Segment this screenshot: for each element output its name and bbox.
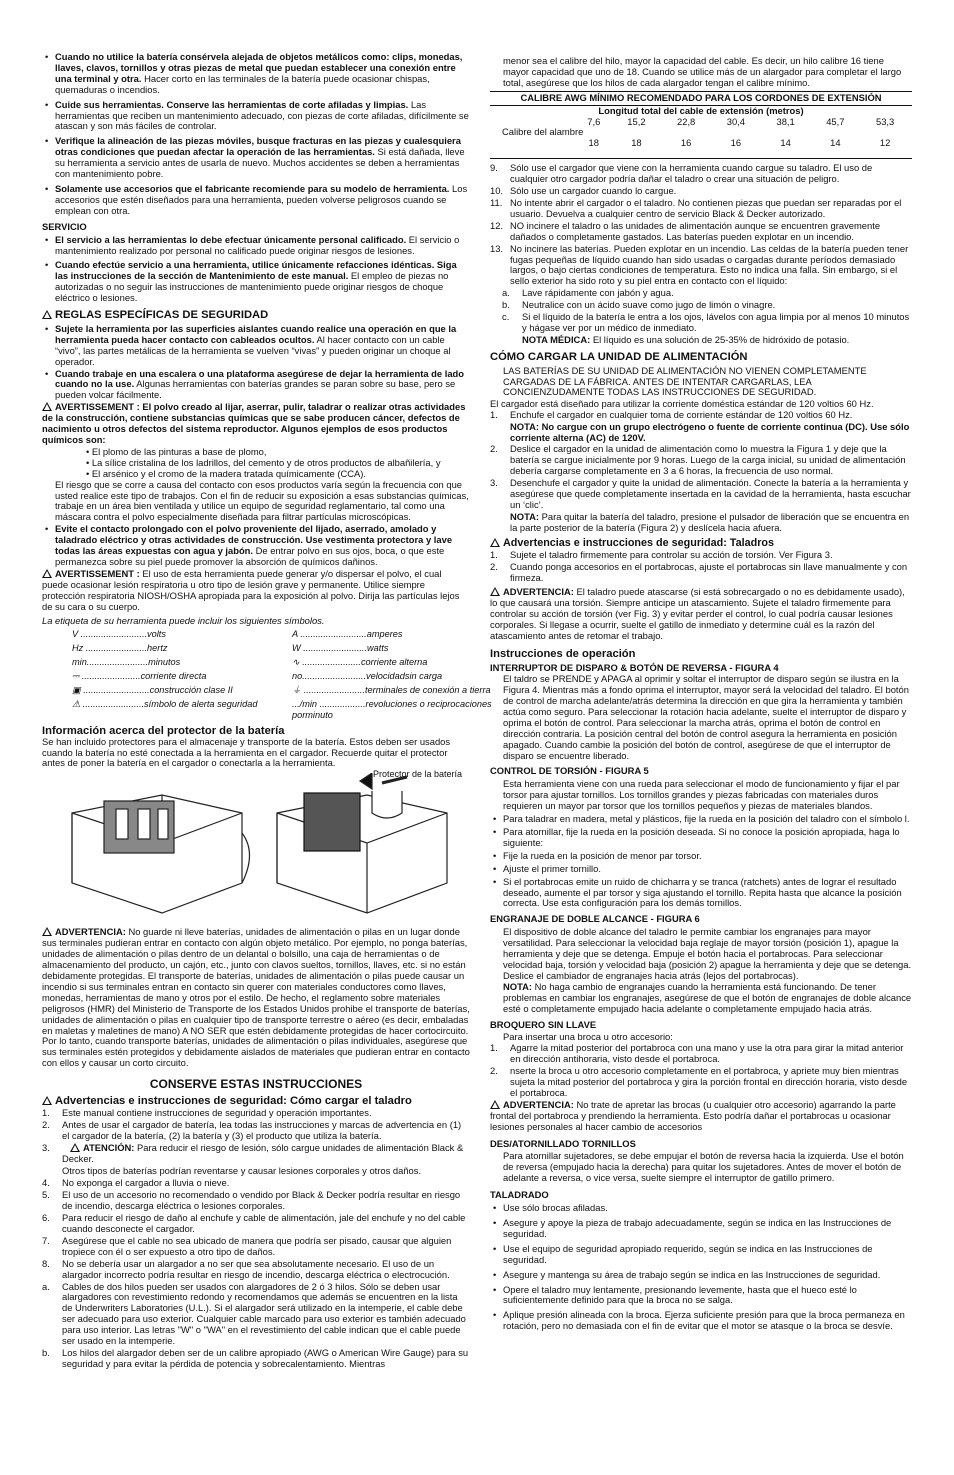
list-item: a. Lave rápidamente con jabón y agua.: [502, 287, 674, 299]
paragraph: Otros tipos de baterías podrían reventarse y causar lesiones corporales y otros daños.: [62, 1164, 422, 1176]
warning-paragraph: ADVERTENCIA: El taladro puede atascarse (si está sobrecargado o no es debidamente usado), lo que causará una torsión. Siempre anticipe un atascamiento. Sujete el taladro firmemente para controlar su acción de torsión (ver Fig. 3) y evitar perder el control, lo cual podría causar lesiones corporales. Si llegase a ocurrir, suelte el gatillo de inmediato y determine cuál es la razón del atascamiento antes de retomar el trabajo.: [490, 585, 905, 641]
table-subtitle: Longitud total del cable de extensión (metros): [490, 105, 912, 117]
warning-icon: [42, 310, 52, 319]
paragraph: menor sea el calibre del hilo, mayor la capacidad del cable. Es decir, un hilo calibre 16 tiene mayor capacidad que uno de 18. Cuando se utilice más de un alargador para completar el largo total, asegúrese que los hilos de cada alargador tengan el calibre mínimo.: [503, 55, 902, 88]
section-heading-cargar: Advertencias e instrucciones de seguridad: Cómo cargar el taladro: [42, 1096, 470, 1107]
list-item: • Use el equipo de seguridad apropiado requerido, según se indica en las Instrucciones de seguridad.: [490, 1244, 912, 1266]
list-item: 12. NO incinere el taladro o las unidades de alimentación aunque se encuentren gravemente dañados o completamente gastados. Las baterías pueden explotar en un incendio.: [490, 219, 881, 242]
list-item: 10. Sólo use un cargador cuando lo cargue.: [490, 185, 677, 197]
note: NOTA: No cargue con un grupo electrógeno o fuente de corriente continua (DC). Use sólo corriente alterna (AC) de 120V.: [510, 421, 910, 444]
conserve-heading: CONSERVE ESTAS INSTRUCCIONES: [149, 1077, 363, 1092]
section-heading-reglas: REGLAS ESPECÍFICAS DE SEGURIDAD: [42, 310, 470, 321]
battery-illustration: [42, 773, 470, 921]
section-heading-servicio: SERVICIO: [42, 220, 87, 232]
warning-icon: [490, 538, 500, 547]
warning-paragraph: ADVERTENCIA: No guarde ni lleve baterías, unidades de alimentación o pilas en un lugar donde sus terminales pudieran entrar en contacto con algún objeto metálico. Por ejemplo, no ponga baterías, unidades de alimentación o pilas dentro de un delantal o bolsillo, una caja de herramientas o de almacenamiento del producto, un cajón, etc., junto con clavos sueltos, tornillos, llaves, etc. si no están debidamente protegidas. El transporte de baterías, unidades de alimentación o pilas puede causar un incendio si sus terminales entran en contacto sin querer con materiales conductores como llaves, monedas, herramientas de mano y otros por el estilo. De hecho, el reglamento sobre materiales peligrosos (HMR) del Ministerio de Transporte de los Estados Unidos prohibe el transporte de baterías, unidades de alimentación o pilas en cualquier tipo de transporte terrestre o aéreo (es decir, embaladas en maletas y maletines de mano) A NO SER que estén debidamente protegidas de hacer cortocircuito. Por lo tanto, cuando transporte baterías, unidades de alimentación o pilas individuales, asegúrese que sus terminales estén protegidos y debidamente aislados de materiales que pudieran entrar en contacto con ellos y causar un corto circuito.: [42, 926, 470, 1069]
list-item: 2. nserte la broca u otro accesorio completamente en el portabroca, y apriete muy bien mientras sujeta la mitad posterior del portabroca y gira la porción frontal en dirección horaria, visto desde el portabroca.: [490, 1065, 908, 1098]
list-item: • Para taladrar en madera, metal y plásticos, fije la rueda en la posición del taladro con el símbolo l.: [490, 814, 912, 825]
sub-heading: TALADRADO: [490, 1189, 549, 1201]
list-item: b. Neutralice con un ácido suave como jugo de limón o vinagre.: [502, 299, 776, 311]
warning-paragraph: AVERTISSEMENT : El polvo creado al lijar, aserrar, pulir, taladrar o realizar otras actividades de la construcción, contiene substancias químicas que se sabe producen cáncer, defectos de nacimiento u otros defectos del sistema reproductor. Algunos ejemplos de esos productos químicos son:: [42, 401, 466, 445]
figure-caption: Protector de la batería: [372, 769, 462, 780]
paragraph: El cargador está diseñado para utilizar la corriente doméstica estándar de 120 voltios 60 Hz.: [490, 398, 874, 410]
paragraph: El riesgo que se corre a causa del contacto con esos productos varía según la frecuencia con que usted realice este tipo de trabajos. Con el fin de reducir su exposición a esas substancias químicas, trabaje en un área bien ventilada y utilice un equipo de seguridad reglamentario, tal como una máscara contra el polvo especialmente diseñada para filtrar partículas microscópicas.: [55, 478, 469, 523]
list-item: • Aplique presión alineada con la broca. Ejerza suficiente presión para que la broca permaneza en rotación, pero no demasiada con el fin de evitar que el motor se atasque o la broca se desvíe.: [490, 1310, 912, 1332]
list-item: • Evite el contacto prolongado con el polvo proveniente del lijado, aserrado, amolado y taladrado eléctrico y otras actividades de construcción. Use vestimenta protectora y lave todas las áreas expuestas con agua y jabón. De entrar polvo en sus ojos, boca, o que este permanezca sobre su piel puede promover la absorción de químicos dañinos.: [42, 524, 470, 568]
list-item: • Si el portabrocas emite un ruido de chicharra y se tranca (ratchets) antes de lograr el resultado deseado, aumente el par torsor y siga ajustando el tornillo. Repita hasta que alcance la posición correcta. Use esta configuración para los demás tornillos.: [490, 877, 912, 910]
list-item: • Ajuste el primer tornillo.: [490, 864, 912, 875]
list-item: a. Cables de dos hilos pueden ser usados con alargadores de 2 ó 3 hilos. Sólo se deben usar alargadores con revestimiento redondo y recomendamos que además se encuentren en la lista de Underwriters Laboratories (U.L.). Si el alargador será utilizado en la intemperie, el cable debe ser adecuado para uso exterior. Cualquier cable marcado para uso exterior es también adecuado para uso interior. Las letras "W" o "WA" en el revestimiento del cable indican que el cable puede ser usado en la intemperie.: [42, 1280, 466, 1347]
section-heading-operacion: Instrucciones de operación: [490, 648, 636, 661]
left-column: [42, 51, 492, 1371]
list-item: • Sujete la herramienta por las superficies aislantes cuando realice una operación en que la herramienta pueda hacer contacto con cableados ocultos. Al hacer contacto con un cable “vivo”, las partes metálicas de la herramienta se vuelven “vivas” y pueden originar un choque al operador.: [42, 324, 470, 368]
list-item: • Asegure y mantenga su área de trabajo según se indica en las Instrucciones de seguridad.: [490, 1270, 912, 1281]
table-row: 7,6 15,2 22,8 30,4 38,1 45,7 53,3: [587, 115, 895, 127]
list-item: 1. Sujete el taladro firmemente para controlar su acción de torsión. Ver Figura 3.: [490, 549, 833, 561]
list-item: 9. Sólo use el cargador que viene con la herramienta cuando cargue su taladro. El uso de cualquier otro cargador podría dañar el taladro o crear una situación de peligro.: [490, 162, 873, 185]
list-item: 4. No exponga el cargador a lluvia o nieve.: [42, 1177, 230, 1189]
paragraph: El dispositivo de doble alcance del taladro le permite cambiar los engranajes para mayor versatilidad. Para seleccionar la velocidad baja reglaje de mayor torsión (posición 1), apague la herramienta y deje que se detenga. Empuje el botón hacia el portabrocas. Para seleccionar velocidad baja, torsión y velocidad baja (posición 2) apague la herramienta y deje que se detenga. Deslice el cambiador de engranajes hacia atrás (lejos del portabrocas).: [503, 926, 912, 981]
sub-heading: INTERRUPTOR DE DISPARO & BOTÓN DE REVERSA - FIGURA 4: [490, 662, 779, 674]
sub-heading: CONTROL DE TORSIÓN - FIGURA 5: [490, 765, 649, 777]
awg-table: [490, 91, 912, 160]
list-item: 7. Asegúrese que el cable no sea ubicado de manera que podría ser pisado, causar que alguien tropiece con él o ser expuesto a otro tipo de daños.: [42, 1234, 452, 1257]
list-item: • Asegure y apoye la pieza de trabajo adecuadamente, según se indica en las Instrucciones de seguridad.: [490, 1218, 912, 1240]
note: NOTA: No haga cambio de engranajes cuando la herramienta está funcionando. De tener problemas en cambiar los engranajes, asegúrese de que el botón de engranajes de doble alcance esté o completamente empujado hacia adelante o completamente empujado hacia atrás.: [503, 980, 912, 1014]
list-item: • Cuando trabaje en una escalera o una plataforma asegúrese de dejar la herramienta de lado cuando no la use. Algunas herramientas con baterías grandes se paran sobre su base, pero se pueden volcar fácilmente.: [42, 369, 470, 402]
list-item: 11. No intente abrir el cargador o el taladro. No contienen piezas que puedan ser reparadas por el usuario. Devuelva a cualquier centro de servicio Black & Decker autorizado.: [490, 196, 902, 219]
list-item: • Para atornillar, fije la rueda en la posición deseada. Si no conoce la posición apropiada, haga lo siguiente:: [490, 827, 912, 849]
list-item: • Fije la rueda en la posición de menor par torsor.: [490, 851, 912, 862]
warning-icon: [70, 1143, 80, 1152]
symbols-intro: La etiqueta de su herramienta puede incluir los siguientes símbolos.: [42, 614, 325, 626]
list-item: • Opere el taladro muy lentamente, presionando levemente, hasta que el hueco esté lo suficientemente definido para que la broca no se salga.: [490, 1285, 912, 1307]
section-heading-taladros: Advertencias e instrucciones de seguridad: Taladros: [490, 538, 912, 549]
list-item: 13. No incinere las baterías. Pueden explotar en un incendio. Las celdas de la batería pueden tener fugas pequeñas de líquido cuando han sido usadas o cargadas durante períodos demasiado largos, o bajo ciertas condiciones de temperatura. Esto no indica una falla. Sin embargo, si el sello exterior ha sido roto y su piel entra en contacto con el líquido:: [490, 242, 909, 287]
list-item: • Cuando no utilice la batería consérvela alejada de objetos metálicos como: clips, monedas, llaves, clavos, tornillos y otras piezas de metal que puedan establecer una conexión entre una terminal y otra. Hacer corto en las terminales de la batería puede ocasionar chispas, quemaduras o incendios.: [42, 52, 470, 96]
chemical-list: • El plomo de las pinturas a base de plomo, • La sílice cristalina de los ladrillos, del cemento y de otros productos de albañilería, y • El arsénico y el cromo de la madera tratada químicamente (CCA).: [86, 445, 441, 479]
symbols-table: V ..........................volts A ..........................amperes Hz ........................hertz W .........................watts min........................minutos ∿ .......................corriente alterna ⎓ .......................corriente directa no.........................velocidadsin carga ▣ ..........................construcción clase II ⏚ ........................terminales de conexión a tierra ⚠ ........................símbolo de alerta seguridad .../min ..................revoluciones o reciprocaciones porminuto: [72, 629, 492, 720]
list-item: 2. Cuando ponga accesorios en el portabrocas, ajuste el portabrocas sin llave manualmente y con firmeza.: [490, 561, 908, 583]
table-row: 18 18 16 16 14 14 12: [588, 137, 891, 149]
list-item: • Cuide sus herramientas. Conserve las herramientas de corte afiladas y limpias. Las herramientas que reciben un mantenimiento adecuado, con piezas de corte afiladas, difícilmente se atascan y son más fáciles de controlar.: [42, 100, 470, 133]
table-title: CALIBRE AWG MÍNIMO RECOMENDADO PARA LOS CORDONES DE EXTENSIÓN: [520, 91, 882, 103]
list-item: • Verifique la alineación de las piezas móviles, busque fracturas en las piezas y cualesquiera otras condiciones que puedan afectar la operación de las herramientas. Si está dañada, lleve su herramienta a servicio antes de usarla de nuevo. Muchos accidentes se deben a herramientas con mantenimiento pobre.: [42, 136, 470, 180]
list-item: 8. No se debería usar un alargador a no ser que sea absolutamente necesario. El uso de un alargador incorrecto podría resultar en riesgo de incendio, descarga eléctrica o electrocución.: [42, 1257, 450, 1280]
warning-paragraph: ADVERTENCIA: No trate de apretar las brocas (u cualquier otro accesorio) agarrando la parte frontal del portabroca y prendiendo la herramienta. Esto podría dañar el portabrocas u ocasionar lesiones personales al hacer cambio de accesorios: [490, 1098, 896, 1132]
sub-heading: ENGRANAJE DE DOBLE ALCANCE - FIGURA 6: [490, 913, 700, 925]
list-item: 3. Desenchufe el cargador y quite la unidad de alimentación. Conecte la batería a la herramienta y asegúrese que quede completamente insertada en la cavidad de la herramienta, hasta escuchar un ‘clic’.: [490, 476, 911, 510]
table-row: Calibre del alambre: [502, 126, 584, 138]
list-item: 1. Este manual contiene instrucciones de seguridad y operación importantes.: [42, 1106, 372, 1118]
list-item: 6. Para reducir el riesgo de daño al enchufe y cable de alimentación, jale del enchufe y no del cable cuando desconecte el cargador.: [42, 1212, 466, 1235]
list-item: • Solamente use accesorios que el fabricante recomiende para su modelo de herramienta. Los accesorios que estén diseñados para una herramienta, pueden volverse peligrosos cuando se emplean con otra.: [42, 184, 470, 217]
paragraph: El taldro se PRENDE y APAGA al oprimir y soltar el interruptor de disparo según se ilustra en la Figura 4. Mientras más a fondo oprima el interruptor, mayor será la velocidad del taladro. El botón de control de marcha adelante/atrás determina la dirección en que gira la herramienta y también actúa como seguro. Para seleccionar la rotación hacia adelante, suelte el interruptor de disparo y oprima el botón de control. Para seleccionar la marcha atrás, oprima el botón de control en dirección contraria. La posición central del botón de control asegura la herramienta en posición apagado. Cuando cambie la posición del botón de control, asegúrese de que el interruptor de disparo se encuentre liberado.: [503, 673, 909, 761]
list-item: c. Si el líquido de la batería le entra a los ojos, lávelos con agua limpia por al menos 10 minutos y hágase ver por un médico de inmediato.: [502, 311, 910, 333]
note: NOTA MÉDICA: El líquido es una solución de 25-35% de hidróxido de potasio.: [522, 333, 850, 345]
list-item: 2. Deslice el cargador en la unidad de alimentación como lo muestra la Figura 1 y deje que la batería se cargue inicialmente por 9 horas. Luego de la carga inicial, su unidad de alimentación debería cargarse completamente en 3 a 6 horas, la frecuencia de uso normal.: [490, 443, 906, 476]
warning-paragraph: AVERTISSEMENT : El uso de esta herramienta puede generar y/o dispersar el polvo, el cual puede ocasionar lesión respiratoria u otro tipo de lesión grave y permanente. Utilice siempre protección respiratoria NIOSH/OSHA apropiada para la exposición al polvo. Dirija las partículas lejos de su cara o su cuerpo.: [42, 567, 460, 612]
warning-icon: [42, 927, 52, 936]
warning-icon: [42, 402, 52, 411]
paragraph: Esta herramienta viene con una rueda para seleccionar el modo de funcionamiento y fijar el par torsor para ajustar tornillos. Los tornillos grandes y piezas fabricadas con materiales duros requieren un mayor par torsor que los tornillos pequeños y piezas de materiales blandos.: [503, 778, 900, 812]
paragraph: LAS BATERÍAS DE SU UNIDAD DE ALIMENTACIÓN NO VIENEN COMPLETAMENTE CARGADAS DE LA FÁBRICA. ANTES DE INTENTAR CARGARLAS, LEA CONCIENZUDAMENTE TODAS LAS INSTRUCCIONES DE SEGURIDAD.: [503, 364, 867, 398]
list-item: 3. ATENCIÓN: Para reducir el riesgo de lesión, sólo cargue unidades de alimentación Black & Decker.: [42, 1141, 464, 1164]
list-item: 1. Agarre la mitad posterior del portabroca con una mano y use la otra para girar la mitad anterior en dirección antihoraria, visto desde el portabroca.: [490, 1042, 904, 1065]
paragraph: Para insertar una broca u otro accesorio:: [503, 1031, 673, 1043]
section-heading-como: CÓMO CARGAR LA UNIDAD DE ALIMENTACIÓN: [490, 350, 748, 363]
list-item: 5. El uso de un accesorio no recomendado o vendido por Black & Decker podría resultar en riesgo de incendio, descarga eléctrica o lesiones corporales.: [42, 1189, 461, 1212]
note: NOTA: Para quitar la batería del taladro, presione el pulsador de liberación que se encuentra en la parte posterior de la batería (Figura 2) y deslícela hacia afuera.: [510, 511, 910, 534]
warning-icon: [42, 1096, 52, 1105]
warning-icon: [490, 587, 500, 596]
right-column: [490, 56, 912, 1336]
list-item: 2. Antes de usar el cargador de batería, lea todas las instrucciones y marcas de advertencia en (1) el cargador de la batería, (2) la batería y (3) el producto que utiliza la batería.: [42, 1118, 462, 1141]
warning-icon: [42, 569, 52, 578]
section-heading-info: Información acerca del protector de la batería: [42, 724, 285, 737]
awg-data: [490, 117, 910, 150]
paragraph: Se han incluido protectores para el almacenaje y transporte de la batería. Estos deben ser usados cuando la batería no esté conectada a la herramienta en el cargador. Recuerde quitar el protector antes de poner la batería en el cargador o conectarla a la herramienta.: [42, 735, 451, 769]
list-item: • El servicio a las herramientas lo debe efectuar únicamente personal calificado. El servicio o mantenimiento realizado por personal no calificado puede originar riesgos de lesiones.: [42, 235, 470, 257]
sub-heading: DES/ATORNILLADO TORNILLOS: [490, 1137, 636, 1149]
list-item: b. Los hilos del alargador deben ser de un calibre apropiado (AWG o American Wire Gauge) para su seguridad y para evitar la pérdida de potencia y sobrecalentamiento. Mientras: [42, 1347, 469, 1369]
list-item: 1. Enchufe el cargador en cualquier toma de corriente estándar de 120 voltios 60 Hz.: [490, 409, 853, 421]
sub-heading: BROQUERO SIN LLAVE: [490, 1018, 597, 1030]
paragraph: Para atornillar sujetadores, se debe empujar el botón de reversa hacia la izquierda. Use el botón de reversa (empujado hacia la derecha) para quitar los sujetadores. Antes de mover el botón de adelante a reversa, o vice versa, suelte siempre el interruptor de gatillo primero.: [503, 1150, 904, 1184]
battery-protector-figure: [42, 769, 470, 921]
list-item: • Cuando efectúe servicio a una herramienta, utilice únicamente refacciones idénticas. Siga las instrucciones de la sección de Mantenimiento de este manual. El empleo de piezas no autorizadas o no seguir las instrucciones de mantenimiento puede originar riesgos de choque eléctrico o lesiones.: [42, 260, 470, 304]
list-item: • Use sólo brocas afiladas.: [490, 1203, 912, 1214]
warning-icon: [490, 1100, 500, 1109]
